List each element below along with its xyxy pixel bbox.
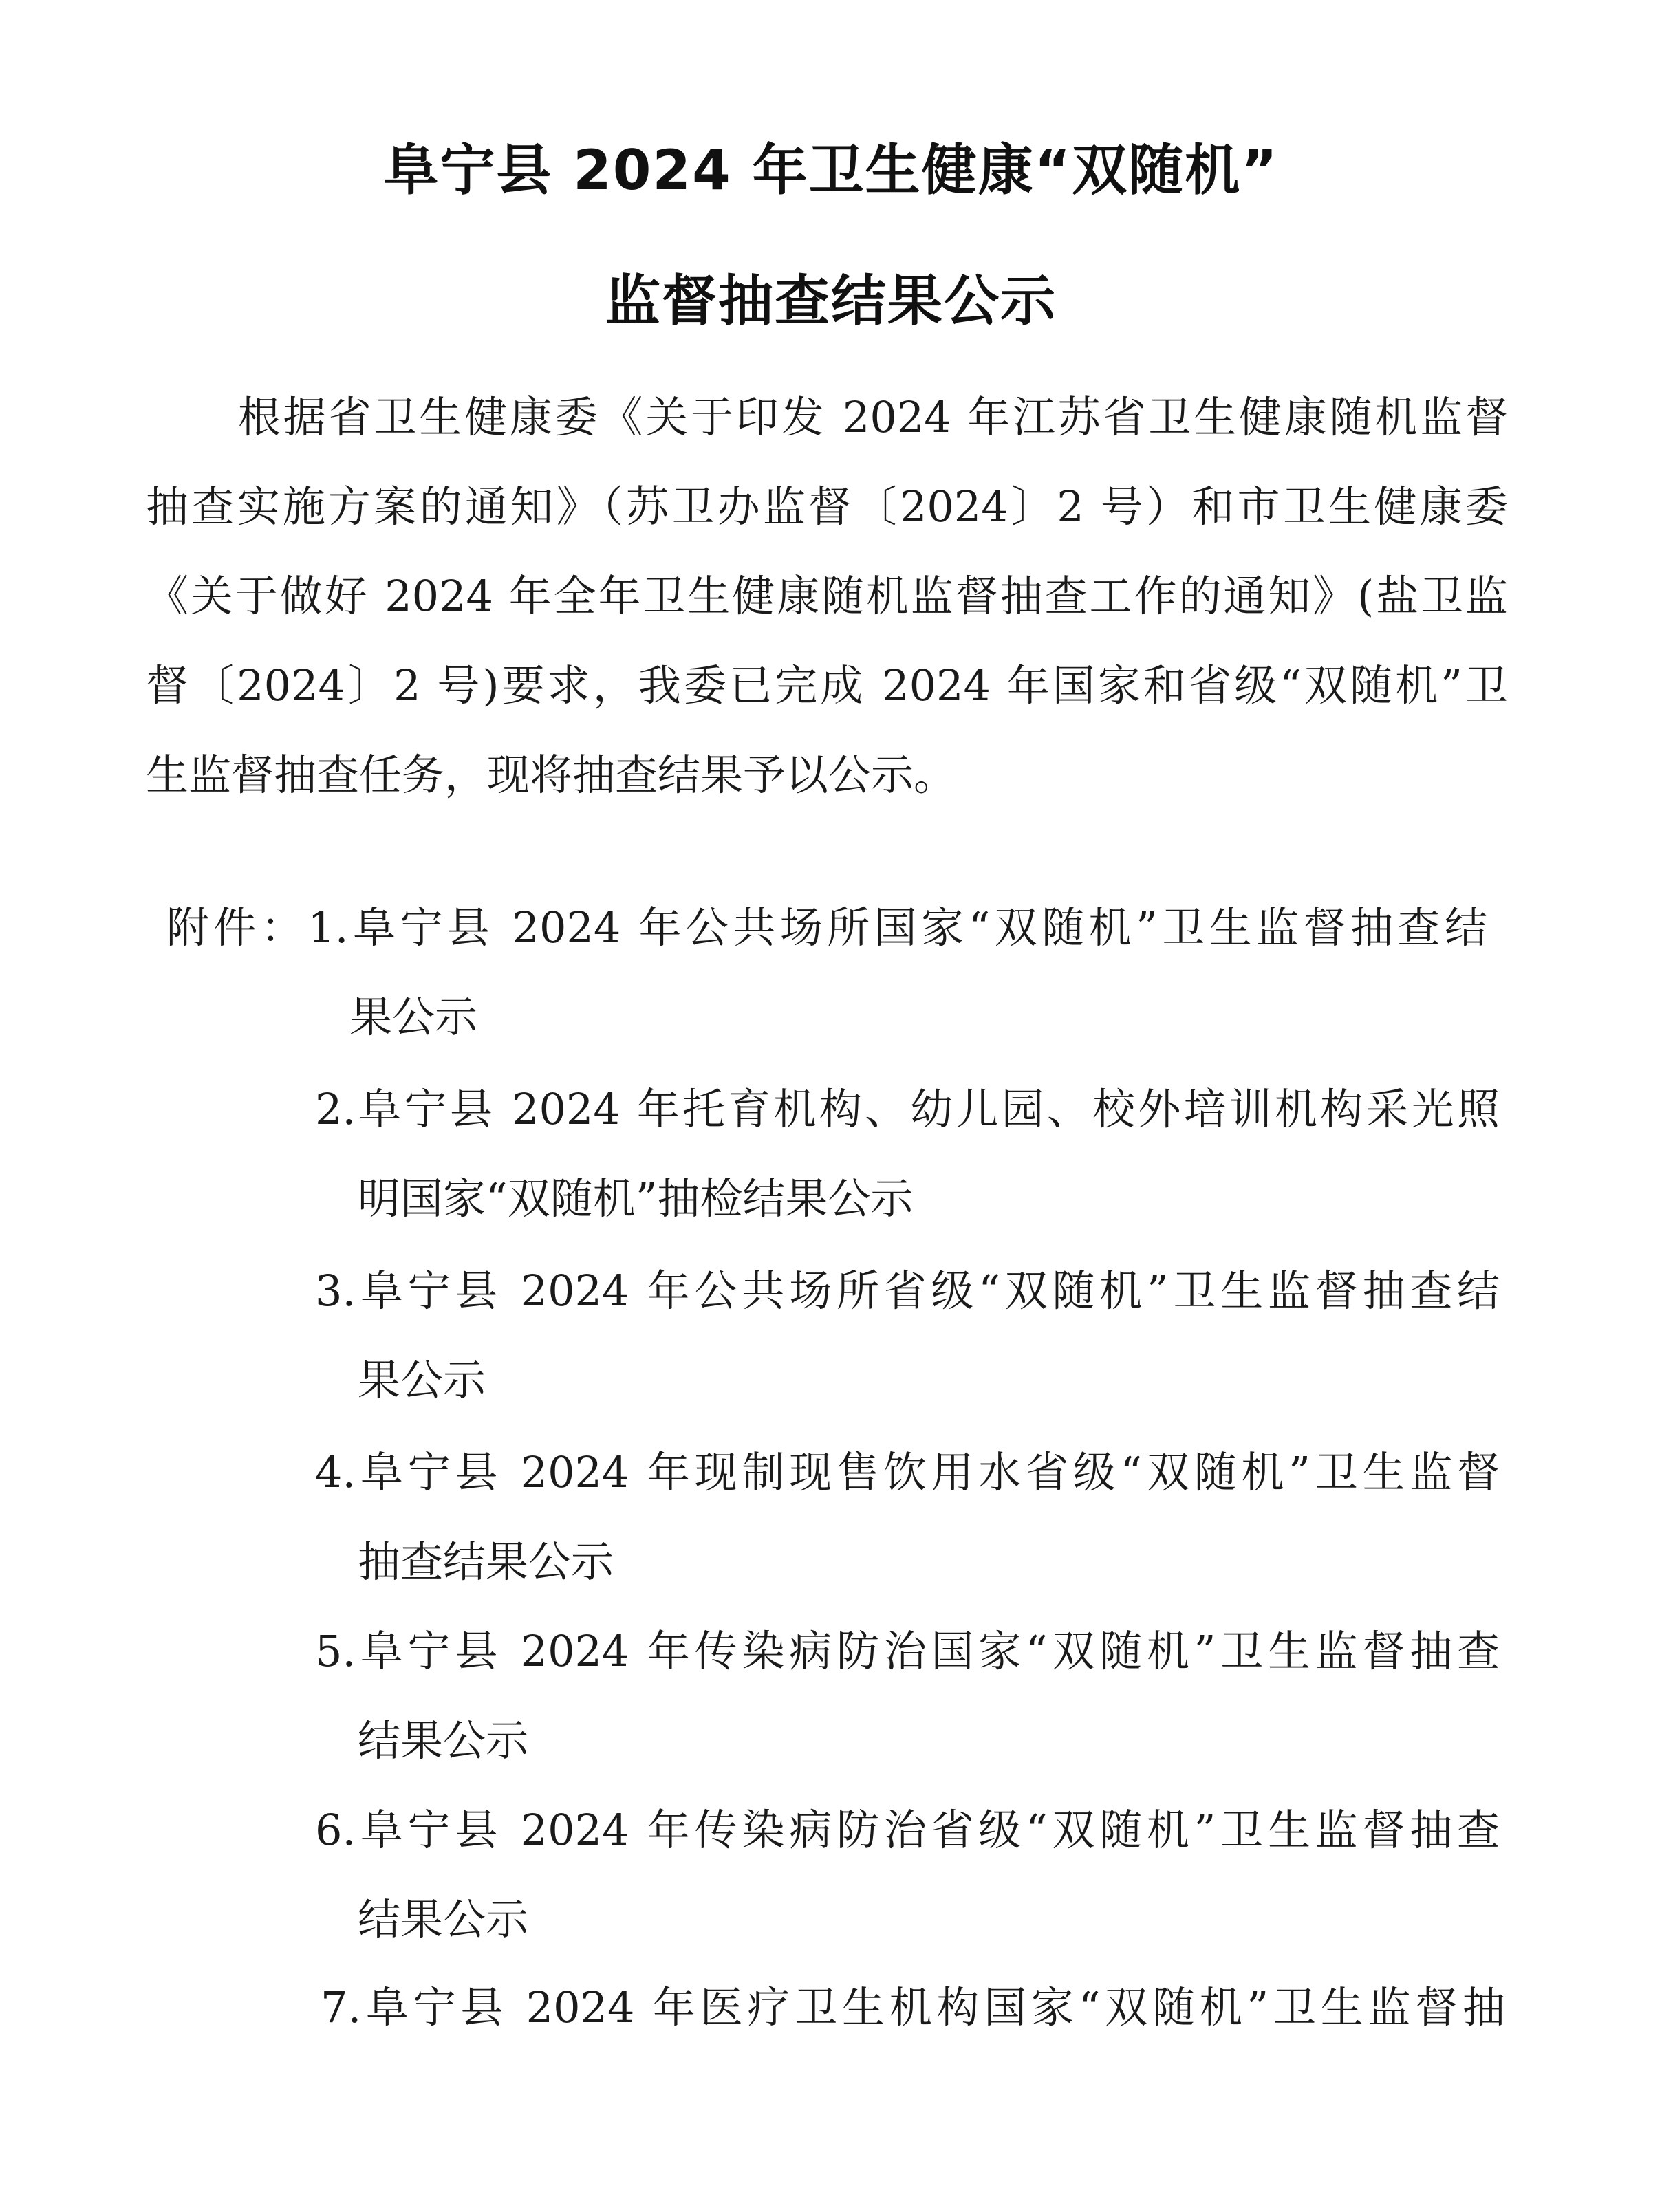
attachment-item-5-line-1: 5.阜宁县 2024 年传染病防治国家“双随机”卫生监督抽查 — [315, 1626, 1500, 1676]
attachment-item-1-line-2: 果公示 — [349, 992, 478, 1042]
attachment-item-2-line-1: 2.阜宁县 2024 年托育机构、幼儿园、校外培训机构采光照 — [315, 1084, 1500, 1134]
attachment-item-3-line-1: 3.阜宁县 2024 年公共场所省级“双随机”卫生监督抽查结 — [315, 1266, 1500, 1316]
document-title-line-1: 阜宁县 2024 年卫生健康“双随机” — [383, 138, 1279, 202]
attachment-item-5-line-2: 结果公示 — [358, 1715, 529, 1766]
document-title-line-2: 监督抽查结果公示 — [605, 269, 1057, 333]
attachment-item-4-line-2: 抽查结果公示 — [358, 1537, 614, 1587]
body-paragraph-line-1: 根据省卫生健康委《关于印发 2024 年江苏省卫生健康随机监督 — [238, 392, 1508, 442]
body-paragraph-line-2: 抽查实施方案的通知》（苏卫办监督〔2024〕2 号）和市卫生健康委 — [146, 481, 1508, 532]
attachment-item-2-line-2: 明国家“双随机”抽检结果公示 — [358, 1173, 914, 1224]
attachment-item-7-line-1: 7.阜宁县 2024 年医疗卫生机构国家“双随机”卫生监督抽 — [321, 1982, 1505, 2032]
attachment-item-4-line-1: 4.阜宁县 2024 年现制现售饮用水省级“双随机”卫生监督 — [315, 1447, 1500, 1497]
attachment-item-1-line-1: 附件：1.阜宁县 2024 年公共场所国家“双随机”卫生监督抽查结 — [166, 902, 1487, 953]
attachment-item-6-line-2: 结果公示 — [358, 1894, 529, 1944]
body-paragraph-line-4: 督〔2024〕2 号)要求，我委已完成 2024 年国家和省级“双随机”卫 — [146, 660, 1508, 711]
body-paragraph-line-5: 生监督抽查任务，现将抽查结果予以公示。 — [146, 750, 957, 800]
attachment-item-6-line-1: 6.阜宁县 2024 年传染病防治省级“双随机”卫生监督抽查 — [315, 1805, 1500, 1855]
body-paragraph-line-3: 《关于做好 2024 年全年卫生健康随机监督抽查工作的通知》(盐卫监 — [146, 571, 1508, 621]
attachment-item-3-line-2: 果公示 — [358, 1355, 486, 1405]
